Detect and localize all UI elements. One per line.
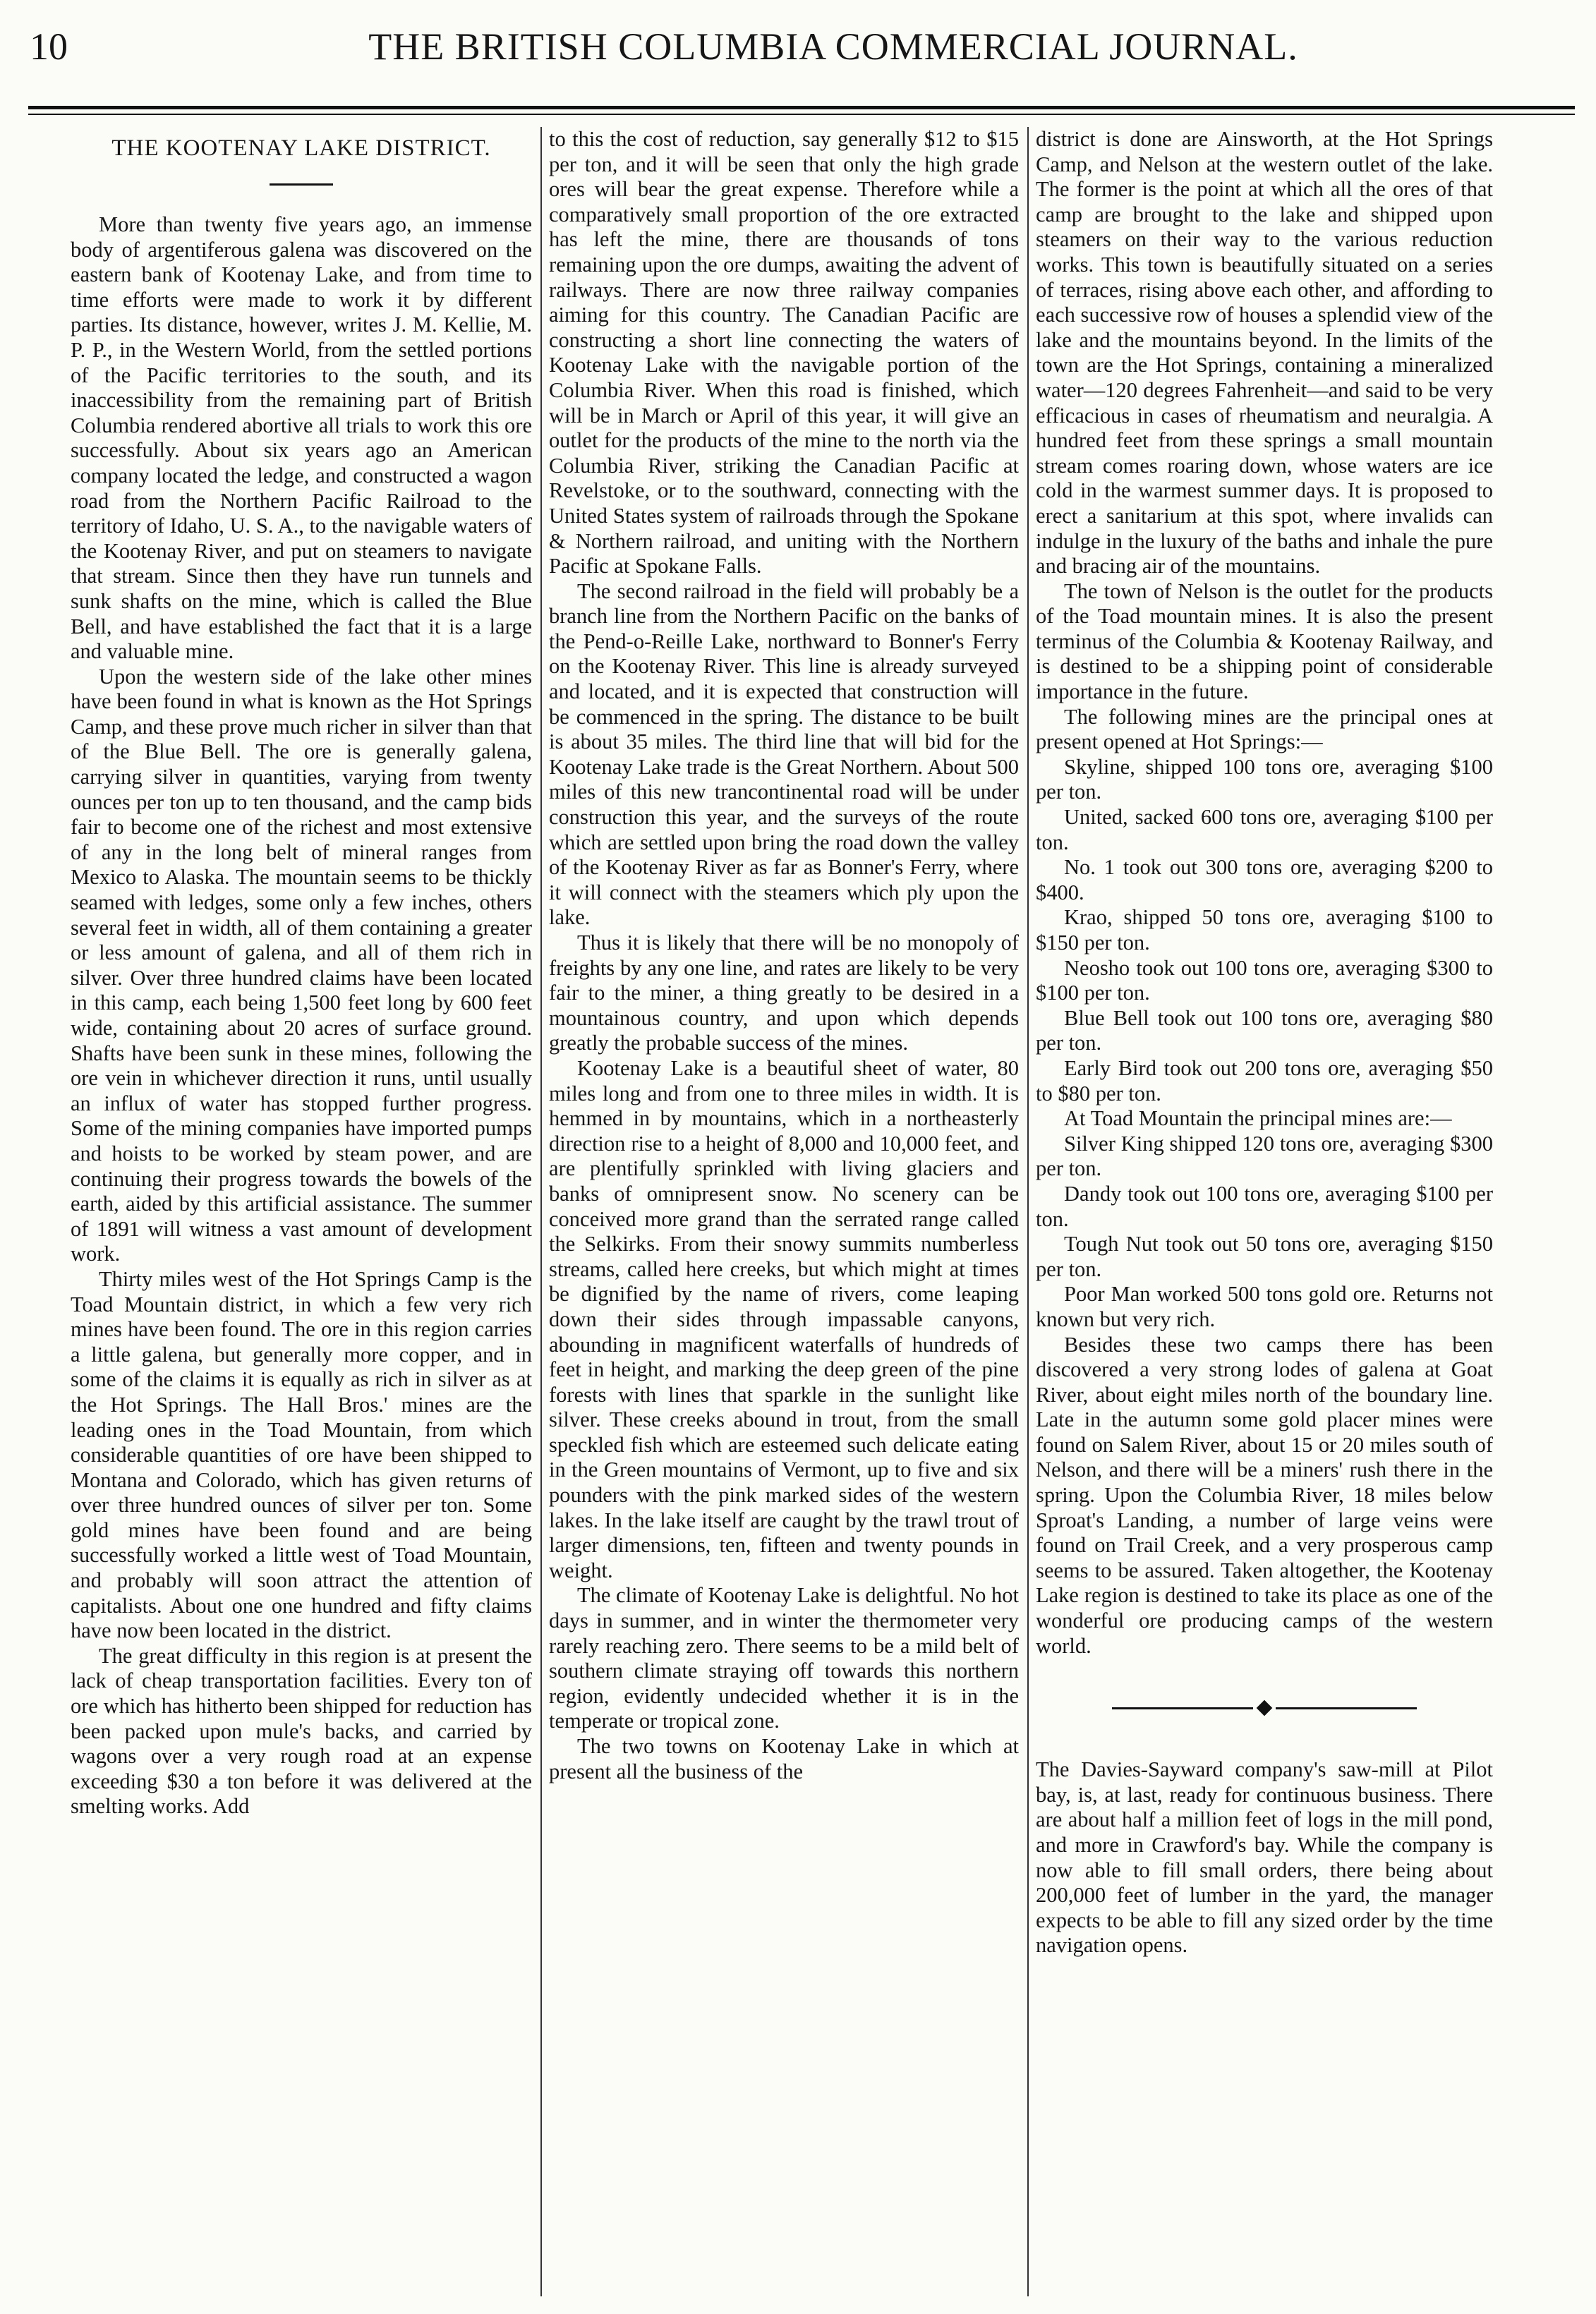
mine-list-item: Tough Nut took out 50 tons ore, averaging $150 per ton. [1036,1232,1493,1281]
paragraph: Thirty miles west of the Hot Springs Camp is the Toad Mountain district, in which a few very rich mines have been found. The ore in this region carries a little galena, but generally more copper, and in some of the claims it is equally as rich in silver as at the Hot Springs. The Hall Bros.' mines are the leading ones in the Toad Mountain, from which considerable quantities of ore have been shipped to Montana and Colorado, which has given returns of over three hundred ounces of silver per ton. Some gold mines have been found and are being successfully worked a little west of Toad Mountain, and probably will soon attract the attention of capitalists. About one one hundred and fifty claims have now been located in the district. [71,1266,532,1643]
column-2 [549,127,1019,2300]
paragraph: Upon the western side of the lake other mines have been found in what is known as the Hot Springs Camp, and these prove much richer in silver than that of the Blue Bell. The ore is generally galena, carrying silver in quantities, varying from twenty ounces per ton up to ten thousand, and the camp bids fair to become one of the richest and most extensive of any in the long belt of mineral ranges from Mexico to Alaska. The mountain seems to be thickly seamed with ledges, some only a few inches, others several feet in width, all of them containing a greater or less amount of galena, and all of them rich in silver. Over three hundred claims have been located in this camp, each being 1,500 feet long by 600 feet wide, containing about 20 acres of surface ground. Shafts have been sunk in these mines, following the ore vein in whichever direction it runs, until usually an influx of water has stopped further progress. Some of the mining companies have imported pumps and hoists to be worked by steam power, and are continuing their progress towards the bowels of the earth, aided by this artificial assistance. The summer of 1891 will witness a vast amount of development work. [71,664,532,1266]
section-ornament [1036,1694,1493,1708]
paragraph: At Toad Mountain the principal mines are:— [1064,1106,1452,1131]
paragraph: to this the cost of reduction, say generally $12 to $15 per ton, and it will be seen that only the high grade ores will bear the great expense. Therefore while a comparatively small proportion of the ore extracted has left the mine, there are thousands of tons remaining upon the ore dumps, awaiting the advent of railways. There are now three railway companies aiming for this country. The Canadian Pacific are constructing a short line connecting the waters of Kootenay Lake with the navigable portion of the Columbia River. When this road is finished, which will be in March or April of this year, it will give an outlet for the products of the mine to the north via the Columbia River, striking the Canadian Pacific at Revelstoke, or to the southward, connecting with the United States system of railroads through the Spokane & Northern railroad, and uniting with the Northern Pacific at Spokane Falls. [549,127,1019,578]
column-3 [1036,127,1493,2300]
column-1 [71,127,532,2300]
article-title: THE KOOTENAY LAKE DISTRICT. [111,135,491,161]
paragraph: The second railroad in the field will probably be a branch line from the Northern Pacific on the banks of the Pend-o-Reille Lake, northward to Bonner's Ferry on the Kootenay River. This line is already surveyed and located, and it is expected that construction will be commenced in the spring. The distance to be built is about 35 miles. The third line that will bid for the Kootenay Lake trade is the Great Northern. About 500 miles of this new trancontinental road will be under construction this year, and the surveys of the route which are settled upon bring the road down the valley of the Kootenay River as far as Bonner's Ferry, where it will connect with the steamers which ply upon the lake. [549,578,1019,930]
paragraph: Kootenay Lake is a beautiful sheet of water, 80 miles long and from one to three miles in width. It is hemmed in by mountains, which in a northeasterly direction rise to a height of 8,000 and 10,000 feet, and are plentifully sprinkled with living glaciers and banks of omnipresent snow. No scenery can be conceived more grand than the serrated range called the Selkirks. From their snowy summits numberless streams, called here creeks, but which might at times be dignified by the name of rivers, come leaping down their sides through impassable canyons, abounding in magnificent waterfalls of hundreds of feet in height, and marking the deep green of the pine forests with lines that sparkle in the sunlight like silver. These creeks abound in trout, from the small speckled fish which are esteemed such delicate eating in the Green mountains of Vermont, up to five and six pounders with the pink marked sides of the western lakes. In the lake itself are caught by the trawl trout of larger dimensions, ten, fifteen and twenty pounds in weight. [549,1055,1019,1582]
paragraph: The great difficulty in this region is at present the lack of cheap transportation facilities. Every ton of ore which has hitherto been shipped for reduction has been packed upon mule's backs, and carried by wagons over a very rough road at an expense exceeding $30 a ton before it was delivered at the smelting works. Add [71,1643,532,1819]
paragraph: The Davies-Sayward company's saw-mill at Pilot bay, is, at last, ready for continuous business. There are about half a million feet of logs in the mill pond, and more in Crawford's bay. While the company is now able to fill small orders, there being about 200,000 feet of lumber in the yard, the manager expects to be able to fill any sized order by the time navigation opens. [1036,1757,1493,1958]
mine-list-item: Silver King shipped 120 tons ore, averaging $300 per ton. [1036,1131,1493,1181]
mine-list-item: Dandy took out 100 tons ore, averaging $100 per ton. [1036,1181,1493,1231]
paragraph: The two towns on Kootenay Lake in which at present all the business of the [549,1734,1019,1783]
page-number: 10 [30,25,68,68]
paragraph: The climate of Kootenay Lake is delightful. No hot days in summer, and in winter the thermometer very rarely reaching zero. There seems to be a mild belt of southern climate straying off towards this northern region, evidently undecided whether it is in the temperate or tropical zone. [549,1583,1019,1733]
header-rule [28,106,1575,115]
journal-title: THE BRITISH COLUMBIA COMMERCIAL JOURNAL. [368,25,1298,68]
mine-list-item: Poor Man worked 500 tons gold ore. Returns not known but very rich. [1036,1282,1493,1331]
paragraph: Besides these two camps there has been discovered a very strong lodes of galena at Goat River, about eight miles north of the boundary line. Late in the autumn some gold placer mines were found on Salem River, about 15 or 20 miles south of Nelson, and there will be a miners' rush there in the spring. Upon the Columbia River, 18 miles below Sproat's Landing, a number of large veins were found on Trail Creek, and a very prosperous camp seems to be assured. Taken altogether, the Kootenay Lake region is destined to take its place as one of the wonderful ore producing camps of the western world. [1036,1332,1493,1658]
title-rule [270,183,333,186]
paragraph: The following mines are the principal ones at present opened at Hot Springs:— [1036,704,1493,754]
mine-list-item: Skyline, shipped 100 tons ore, averaging $100 per ton. [1036,754,1493,804]
paragraph: Thus it is likely that there will be no monopoly of freights by any one line, and rates are likely to be very fair to the miner, a thing greatly to be desired in a mountainous country, and upon which depends greatly the probable success of the mines. [549,931,1019,1055]
paragraph: More than twenty five years ago, an immense body of argentiferous galena was discovered on the eastern bank of Kootenay Lake, and from time to time efforts were made to work it by different parties. Its distance, however, writes J. M. Kellie, M. P. P., in the Western World, from the settled portions of the Pacific territories to the south, and its inaccessibility from the remaining part of British Columbia rendered abortive all trials to work this ore successfully. About six years ago an American company located the ledge, and constructed a wagon road from the Northern Pacific Railroad to the territory of Idaho, U. S. A., to the navigable waters of the Kootenay River, and put on steamers to navigate that stream. Since then they have run tunnels and sunk shafts on the mine, which is called the Blue Bell, and have established the fact that it is a large and valuable mine. [71,212,532,664]
mine-list-item: Blue Bell took out 100 tons ore, averaging $80 per ton. [1036,1005,1493,1055]
mine-list-item: No. 1 took out 300 tons ore, averaging $200 to $400. [1036,855,1493,904]
mine-list-item: Neosho took out 100 tons ore, averaging $300 to $100 per ton. [1036,955,1493,1005]
paragraph: The town of Nelson is the outlet for the products of the Toad mountain mines. It is also the present terminus of the Columbia & Kootenay Railway, and is destined to be a shipping point of considerable importance in the future. [1036,578,1493,704]
mine-list-item: Early Bird took out 200 tons ore, averaging $50 to $80 per ton. [1036,1055,1493,1105]
column-divider [540,127,542,2296]
paragraph: district is done are Ainsworth, at the Hot Springs Camp, and Nelson at the western outlet of the lake. The former is the point at which all the ores of that camp are brought to the lake and shipped upon steamers on their way to the various reduction works. This town is beautifully situated on a series of terraces, rising above each other, and affording to each successive row of houses a splendid view of the lake and the mountains beyond. In the limits of the town are the Hot Springs, containing a mineralized water—120 degrees Fahrenheit—and said to be very efficacious in cases of rheumatism and neuralgia. A hundred feet from these springs a small mountain stream comes roaring down, whose waters are ice cold in the warmest summer days. It is proposed to erect a sanitarium at this spot, where invalids can indulge in the luxury of the baths and inhale the pure and bracing air of the mountains. [1036,127,1493,578]
mine-list-item: United, sacked 600 tons ore, averaging $100 per ton. [1036,805,1493,854]
mine-list-item: Krao, shipped 50 tons ore, averaging $100 to $150 per ton. [1036,905,1493,955]
column-divider [1027,127,1029,2296]
